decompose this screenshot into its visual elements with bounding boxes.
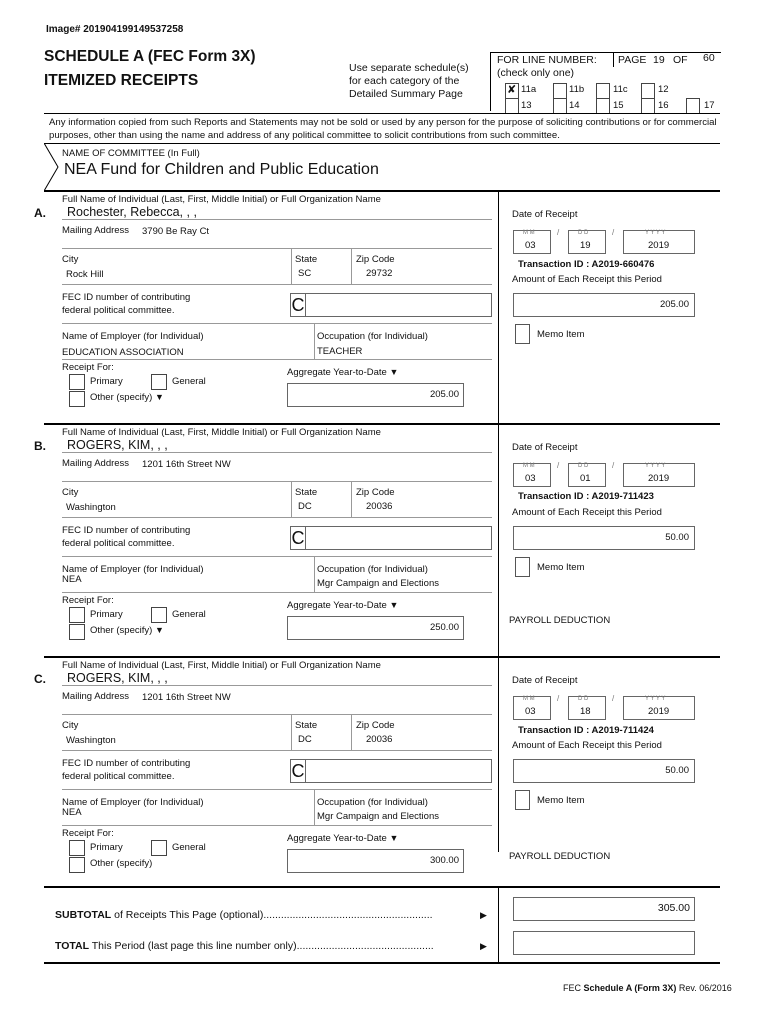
total-arrow-icon: ▶ (480, 941, 487, 951)
memo-text: PAYROLL DEDUCTION (509, 851, 611, 862)
fec-id-prefix: C (291, 761, 305, 781)
transaction-id: Transaction ID : A2019-711424 (518, 725, 654, 736)
line-11c-label: 11c (613, 84, 628, 95)
amount-label: Amount of Each Receipt this Period (512, 507, 662, 518)
memo-item-checkbox[interactable] (515, 790, 530, 810)
subtotal-field[interactable] (513, 897, 695, 921)
zip-value[interactable]: 29732 (366, 268, 393, 279)
line-14-checkbox[interactable] (553, 98, 567, 114)
other-checkbox[interactable] (69, 624, 85, 640)
employer-label: Name of Employer (for Individual) (62, 331, 204, 342)
month-value: 03 (525, 473, 536, 484)
zip-value[interactable]: 20036 (366, 734, 393, 745)
other-label: Other (specify) ▼ (90, 392, 164, 403)
receipt-for-label: Receipt For: (62, 362, 114, 373)
amount-field[interactable] (513, 759, 695, 783)
year-value: 2019 (648, 473, 670, 484)
day-value: 01 (580, 473, 591, 484)
full-name-label: Full Name of Individual (Last, First, Middle Initial) or Full Organization Name (62, 427, 381, 438)
city-value[interactable]: Washington (66, 735, 116, 746)
line-15-label: 15 (613, 100, 624, 111)
occupation-value[interactable]: Mgr Campaign and Elections (317, 578, 439, 589)
employer-label: Name of Employer (for Individual) (62, 564, 204, 575)
city-label: City (62, 487, 79, 498)
fec-id-label-2: federal political committee. (62, 538, 175, 549)
line-17-label: 17 (704, 100, 715, 111)
line-13-checkbox[interactable] (505, 98, 519, 114)
notice-text: Any information copied from such Reports and Statements may not be sold or used by any person for the purpose of soliciting contributions or for commercial purposes, other than using the name and address of any political committee to solicit contributions from such committee. (49, 117, 717, 141)
subtotal-label: SUBTOTAL of Receipts This Page (optional).......................................................... (55, 909, 433, 921)
receipt-entry: Full Name of Individual (Last, First, Middle Initial) or Full Organization Name A. Rochester, Rebecca, , , Mailing Address 3790 Be Ray Ct City Rock Hill State SC Zip Code 29732 FEC ID number of contributing federal political committee. C Name of Employer (for Individual) EDUCATION ASSOCIATION Occupation (for Individual) TEACHER Receipt For: Primary General Other (specify) ▼ Aggregate Year-to-Date ▼ 205.00 Date of Receipt M M 03 / D D 19 / Y Y Y Y 2019 Transaction ID : A2019-660476 Amount of Each Receipt this Period 205.00 Memo Item (0, 190, 770, 423)
month-value: 03 (525, 706, 536, 717)
check-only-one: (check only one) (497, 67, 575, 79)
mailing-address[interactable]: 1201 16th Street NW (142, 692, 231, 703)
employer-value[interactable]: NEA (62, 807, 82, 818)
employer-value[interactable]: NEA (62, 574, 82, 585)
state-value[interactable]: SC (298, 268, 312, 279)
general-label: General (172, 609, 206, 620)
memo-item-checkbox[interactable] (515, 557, 530, 577)
state-label: State (295, 487, 318, 498)
general-checkbox[interactable] (151, 607, 167, 623)
page-label: PAGE (618, 54, 647, 66)
separate-schedules-3: Detailed Summary Page (349, 88, 463, 100)
memo-item-label: Memo Item (537, 329, 585, 340)
other-checkbox[interactable] (69, 857, 85, 873)
receipt-for-label: Receipt For: (62, 828, 114, 839)
primary-checkbox[interactable] (69, 840, 85, 856)
mailing-address-label: Mailing Address (62, 458, 130, 469)
primary-label: Primary (90, 376, 123, 387)
line-15-checkbox[interactable] (596, 98, 610, 114)
fec-id-field[interactable] (305, 759, 492, 783)
fec-id-prefix: C (291, 528, 305, 548)
date-of-receipt-label: Date of Receipt (512, 442, 578, 453)
city-value[interactable]: Rock Hill (66, 269, 104, 280)
full-name-label: Full Name of Individual (Last, First, Middle Initial) or Full Organization Name (62, 194, 381, 205)
form-title: SCHEDULE A (FEC Form 3X) (44, 48, 256, 65)
amount-field[interactable] (513, 526, 695, 550)
line-12-label: 12 (658, 84, 669, 95)
day-value: 18 (580, 706, 591, 717)
state-value[interactable]: DC (298, 734, 312, 745)
zip-value[interactable]: 20036 (366, 501, 393, 512)
total-label: TOTAL This Period (last page this line number only)............................................... (55, 940, 434, 952)
year-field[interactable]: Y Y Y Y 2019 (623, 230, 695, 254)
contributor-name[interactable]: ROGERS, KIM, , , (67, 671, 168, 685)
occupation-label: Occupation (for Individual) (317, 564, 428, 575)
memo-item-checkbox[interactable] (515, 324, 530, 344)
aggregate-label: Aggregate Year-to-Date ▼ (287, 367, 399, 378)
state-label: State (295, 720, 318, 731)
committee-label: NAME OF COMMITTEE (In Full) (62, 148, 200, 159)
city-value[interactable]: Washington (66, 502, 116, 513)
entry-letter: A. (34, 206, 46, 220)
line-11c-checkbox[interactable] (596, 83, 610, 99)
receipt-entry: Full Name of Individual (Last, First, Middle Initial) or Full Organization Name C. ROGERS, KIM, , , Mailing Address 1201 16th Street NW City Washington State DC Zip Code 20036 FEC ID number of contributing federal political committee. C Name of Employer (for Individual) NEA Occupation (for Individual) Mgr Campaign and Elections Receipt For: Primary General Other (specify) Aggregate Year-to-Date ▼ 300.00 Date of Receipt M M 03 / D D 18 / Y Y Y Y 2019 Transaction ID : A2019-711424 Amount of Each Receipt this Period 50.00 Memo Item PAYROLL DEDUCTION (0, 656, 770, 889)
month-value: 03 (525, 240, 536, 251)
committee-name: NEA Fund for Children and Public Education (64, 161, 379, 178)
line-11b-label: 11b (569, 84, 585, 95)
contributor-name[interactable]: ROGERS, KIM, , , (67, 438, 168, 452)
employer-value[interactable]: EDUCATION ASSOCIATION (62, 347, 184, 358)
subtotal-value: 305.00 (657, 902, 690, 914)
aggregate-field[interactable] (287, 849, 464, 873)
day-field[interactable]: D D 19 (568, 230, 606, 254)
date-of-receipt-label: Date of Receipt (512, 209, 578, 220)
of-label: OF (673, 54, 688, 66)
city-label: City (62, 720, 79, 731)
general-checkbox[interactable] (151, 374, 167, 390)
amount-value: 50.00 (665, 532, 689, 543)
month-field[interactable]: M M 03 (513, 463, 551, 487)
line-11b-checkbox[interactable] (553, 83, 567, 99)
line-14-label: 14 (569, 100, 580, 111)
aggregate-field[interactable] (287, 616, 464, 640)
general-label: General (172, 842, 206, 853)
line-16-checkbox[interactable] (641, 98, 655, 114)
entry-letter: B. (34, 439, 46, 453)
year-field[interactable]: Y Y Y Y 2019 (623, 696, 695, 720)
line-11a-checkbox[interactable]: ✘ (505, 83, 519, 99)
full-name-label: Full Name of Individual (Last, First, Middle Initial) or Full Organization Name (62, 660, 381, 671)
aggregate-value: 250.00 (429, 622, 459, 633)
state-label: State (295, 254, 318, 265)
for-line-number-label: FOR LINE NUMBER: (497, 54, 597, 66)
line-13-label: 13 (521, 100, 532, 111)
committee-arrow-icon (44, 143, 62, 191)
memo-item-label: Memo Item (537, 562, 585, 573)
page-number: 19 (653, 54, 665, 66)
zip-label: Zip Code (356, 720, 395, 731)
amount-field[interactable] (513, 293, 695, 317)
image-id: Image# 201904199149537258 (46, 24, 184, 35)
line-16-label: 16 (658, 100, 669, 111)
general-label: General (172, 376, 206, 387)
line-11a-label: 11a (521, 84, 537, 95)
occupation-value[interactable]: Mgr Campaign and Elections (317, 811, 439, 822)
month-field[interactable]: M M 03 (513, 230, 551, 254)
amount-label: Amount of Each Receipt this Period (512, 274, 662, 285)
zip-label: Zip Code (356, 254, 395, 265)
aggregate-value: 300.00 (429, 855, 459, 866)
contributor-name[interactable]: Rochester, Rebecca, , , (67, 205, 197, 219)
aggregate-field[interactable] (287, 383, 464, 407)
mailing-address-label: Mailing Address (62, 691, 130, 702)
other-label: Other (specify) (90, 858, 153, 869)
mailing-address[interactable]: 1201 16th Street NW (142, 459, 231, 470)
mailing-address[interactable]: 3790 Be Ray Ct (142, 226, 210, 237)
separate-schedules-2: for each category of the (349, 75, 460, 87)
year-value: 2019 (648, 706, 670, 717)
total-field[interactable] (513, 931, 695, 955)
amount-label: Amount of Each Receipt this Period (512, 740, 662, 751)
line-12-checkbox[interactable] (641, 83, 655, 99)
receipt-entry: Full Name of Individual (Last, First, Middle Initial) or Full Organization Name B. ROGERS, KIM, , , Mailing Address 1201 16th Street NW City Washington State DC Zip Code 20036 FEC ID number of contributing federal political committee. C Name of Employer (for Individual) NEA Occupation (for Individual) Mgr Campaign and Elections Receipt For: Primary General Other (specify) ▼ Aggregate Year-to-Date ▼ 250.00 Date of Receipt M M 03 / D D 01 / Y Y Y Y 2019 Transaction ID : A2019-711423 Amount of Each Receipt this Period 50.00 Memo Item PAYROLL DEDUCTION (0, 423, 770, 656)
primary-checkbox[interactable] (69, 607, 85, 623)
entry-letter: C. (34, 672, 46, 686)
date-of-receipt-label: Date of Receipt (512, 675, 578, 686)
day-field[interactable]: D D 01 (568, 463, 606, 487)
page-total: 60 (703, 52, 715, 64)
primary-label: Primary (90, 842, 123, 853)
fec-id-label-1: FEC ID number of contributing (62, 292, 191, 303)
fec-id-field[interactable] (305, 526, 492, 550)
zip-label: Zip Code (356, 487, 395, 498)
occupation-value[interactable]: TEACHER (317, 346, 363, 357)
occupation-label: Occupation (for Individual) (317, 331, 428, 342)
separate-schedules-1: Use separate schedule(s) (349, 62, 469, 74)
day-field[interactable]: D D 18 (568, 696, 606, 720)
general-checkbox[interactable] (151, 840, 167, 856)
memo-item-label: Memo Item (537, 795, 585, 806)
city-label: City (62, 254, 79, 265)
occupation-label: Occupation (for Individual) (317, 797, 428, 808)
aggregate-label: Aggregate Year-to-Date ▼ (287, 833, 399, 844)
aggregate-label: Aggregate Year-to-Date ▼ (287, 600, 399, 611)
line-17-checkbox[interactable] (686, 98, 700, 114)
other-checkbox[interactable] (69, 391, 85, 407)
transaction-id: Transaction ID : A2019-711423 (518, 491, 654, 502)
aggregate-value: 205.00 (429, 389, 459, 400)
employer-label: Name of Employer (for Individual) (62, 797, 204, 808)
fec-id-label-1: FEC ID number of contributing (62, 525, 191, 536)
fec-id-prefix: C (291, 295, 305, 315)
fec-id-label-2: federal political committee. (62, 305, 175, 316)
mailing-address-label: Mailing Address (62, 225, 130, 236)
transaction-id: Transaction ID : A2019-660476 (518, 259, 655, 270)
year-field[interactable]: Y Y Y Y 2019 (623, 463, 695, 487)
memo-text: PAYROLL DEDUCTION (509, 615, 611, 626)
fec-id-label-1: FEC ID number of contributing (62, 758, 191, 769)
primary-checkbox[interactable] (69, 374, 85, 390)
primary-label: Primary (90, 609, 123, 620)
amount-value: 50.00 (665, 765, 689, 776)
subtotal-arrow-icon: ▶ (480, 910, 487, 920)
form-footer: FEC Schedule A (Form 3X) Rev. 06/2016 (563, 983, 732, 993)
state-value[interactable]: DC (298, 501, 312, 512)
amount-value: 205.00 (659, 299, 689, 310)
fec-id-label-2: federal political committee. (62, 771, 175, 782)
other-label: Other (specify) ▼ (90, 625, 164, 636)
month-field[interactable]: M M 03 (513, 696, 551, 720)
year-value: 2019 (648, 240, 670, 251)
fec-id-field[interactable] (305, 293, 492, 317)
form-subtitle: ITEMIZED RECEIPTS (44, 72, 199, 89)
day-value: 19 (580, 240, 591, 251)
receipt-for-label: Receipt For: (62, 595, 114, 606)
